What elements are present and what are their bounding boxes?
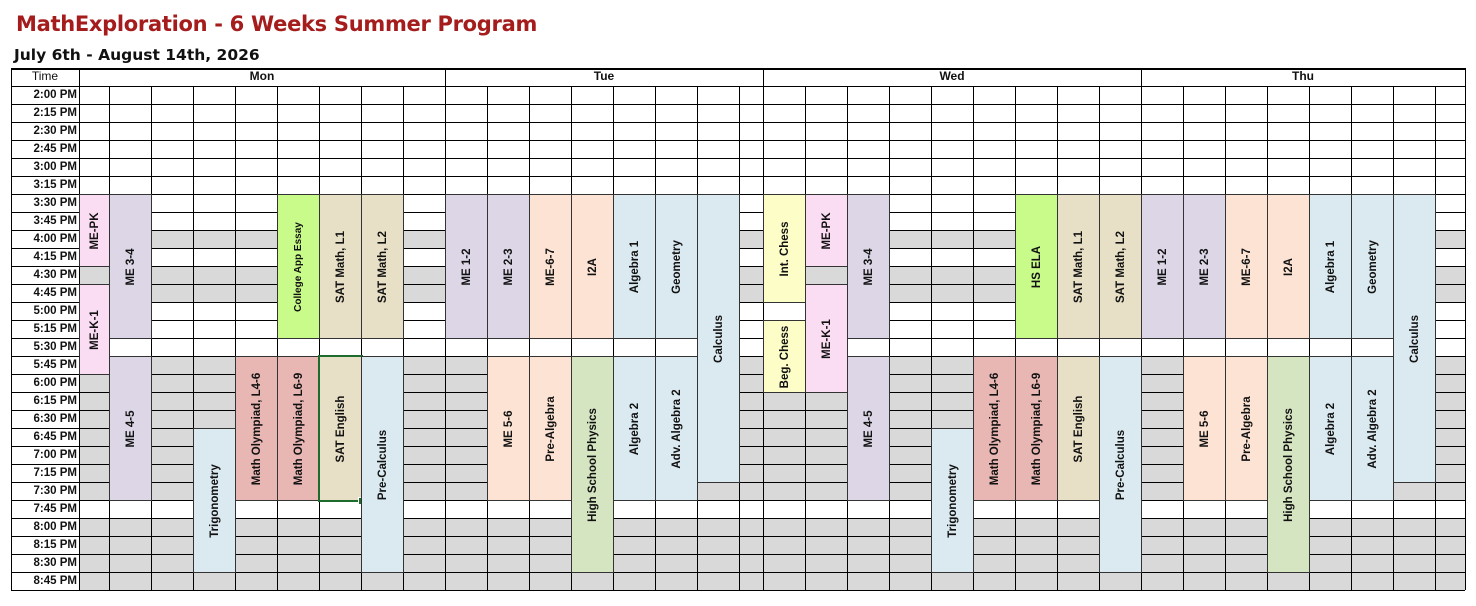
shaded-row	[79, 572, 1465, 590]
class-label: High School Physics	[586, 407, 599, 522]
time-label: 2:15 PM	[33, 107, 77, 119]
class-block[interactable]	[763, 194, 806, 303]
class-label: ME-6-7	[544, 247, 557, 286]
class-label: SAT Math, L1	[334, 230, 347, 303]
class-label: SAT Math, L2	[376, 230, 389, 303]
time-label: 2:45 PM	[33, 143, 77, 155]
class-block[interactable]	[529, 356, 572, 501]
class-block[interactable]	[1351, 356, 1394, 501]
time-label: 6:15 PM	[33, 395, 77, 407]
row-line	[11, 86, 1465, 87]
class-block[interactable]	[697, 194, 740, 483]
time-label: 3:30 PM	[33, 197, 77, 209]
class-label: Math Olympiad, L6-9	[292, 372, 305, 485]
class-block[interactable]	[655, 356, 698, 501]
class-block[interactable]	[529, 194, 572, 339]
class-label: Geometry	[670, 239, 683, 294]
class-label: SAT English	[334, 395, 347, 462]
class-block[interactable]	[79, 194, 110, 267]
class-label: Math Olympiad, L4-6	[250, 372, 263, 485]
class-block[interactable]	[973, 356, 1016, 501]
time-label: 4:15 PM	[33, 251, 77, 263]
day-header-thu: Thu	[1292, 69, 1314, 83]
page-subtitle: July 6th - August 14th, 2026	[14, 46, 260, 64]
class-block[interactable]	[361, 194, 404, 339]
column-line	[1465, 68, 1466, 590]
time-label: 7:00 PM	[33, 449, 77, 461]
class-block[interactable]	[613, 356, 656, 501]
time-label: 3:15 PM	[33, 179, 77, 191]
class-label: ME 2-3	[502, 247, 515, 286]
class-block[interactable]	[361, 356, 404, 573]
class-label: ME 2-3	[1198, 247, 1211, 286]
class-block[interactable]	[487, 194, 530, 339]
class-block[interactable]	[109, 356, 152, 501]
class-block[interactable]	[1309, 356, 1352, 501]
class-block[interactable]	[1183, 356, 1226, 501]
class-label: Trigonometry	[208, 463, 221, 538]
time-label: 2:00 PM	[33, 89, 77, 101]
class-block[interactable]	[319, 356, 362, 501]
class-block[interactable]	[1099, 194, 1142, 339]
class-block[interactable]	[1057, 356, 1100, 501]
class-block[interactable]	[277, 356, 320, 501]
time-label: 8:15 PM	[33, 539, 77, 551]
row-line	[11, 122, 1465, 123]
time-label: 6:45 PM	[33, 431, 77, 443]
day-header-tue: Tue	[593, 69, 615, 83]
class-label: Pre-Calculus	[1114, 429, 1127, 500]
class-block[interactable]	[1183, 194, 1226, 339]
class-label: ME 3-4	[124, 247, 137, 286]
class-label: ME-6-7	[1240, 247, 1253, 286]
class-block[interactable]	[319, 194, 362, 339]
class-block[interactable]	[1225, 356, 1268, 501]
class-label: Pre-Calculus	[376, 429, 389, 500]
class-label: Algebra 2	[628, 402, 641, 455]
time-label: 5:45 PM	[33, 359, 77, 371]
class-label: I2A	[586, 257, 599, 276]
row-line	[11, 104, 1465, 105]
class-label: Int. Chess	[778, 221, 791, 276]
class-label: HS ELA	[1030, 245, 1043, 288]
class-label: Pre-Algebra	[1240, 395, 1253, 462]
row-line	[11, 176, 1465, 177]
class-block[interactable]	[763, 320, 806, 393]
class-label: Trigonometry	[946, 463, 959, 538]
class-label: ME 4-5	[862, 409, 875, 448]
day-header-wed: Wed	[939, 69, 965, 83]
class-label: High School Physics	[1282, 407, 1295, 522]
class-block[interactable]	[1309, 194, 1352, 339]
time-label: 8:30 PM	[33, 557, 77, 569]
class-block[interactable]	[1141, 194, 1184, 339]
class-block[interactable]	[1351, 194, 1394, 339]
class-block[interactable]	[235, 356, 278, 501]
time-label: 8:45 PM	[33, 575, 77, 587]
time-label: 4:30 PM	[33, 269, 77, 281]
row-line	[11, 140, 1465, 141]
time-label: 6:00 PM	[33, 377, 77, 389]
class-label: ME 4-5	[124, 409, 137, 448]
class-label: ME-PK	[820, 211, 833, 250]
class-label: Adv. Algebra 2	[670, 388, 683, 469]
time-label: 8:00 PM	[33, 521, 77, 533]
class-label: Pre-Algebra	[544, 395, 557, 462]
day-header-mon: Mon	[249, 69, 275, 83]
class-block[interactable]	[805, 194, 848, 267]
class-label: ME 5-6	[1198, 409, 1211, 448]
class-label: Algebra 1	[628, 240, 641, 293]
time-label: 3:00 PM	[33, 161, 77, 173]
class-block[interactable]	[277, 194, 320, 339]
class-block[interactable]	[193, 428, 236, 573]
class-block[interactable]	[1015, 356, 1058, 501]
class-block[interactable]	[847, 194, 890, 339]
class-label: Adv. Algebra 2	[1366, 388, 1379, 469]
time-label: 2:30 PM	[33, 125, 77, 137]
class-label: Calculus	[712, 314, 725, 363]
row-line	[11, 158, 1465, 159]
time-label: 5:30 PM	[33, 341, 77, 353]
page-title: MathExploration - 6 Weeks Summer Program	[16, 12, 538, 36]
class-label: Geometry	[1366, 239, 1379, 294]
class-label: ME-K-1	[820, 318, 833, 359]
class-block[interactable]	[613, 194, 656, 339]
time-column-header: Time	[31, 69, 59, 83]
class-label: SAT English	[1072, 395, 1085, 462]
class-block[interactable]	[1267, 194, 1310, 339]
class-label: Algebra 1	[1324, 240, 1337, 293]
time-label: 7:30 PM	[33, 485, 77, 497]
class-block[interactable]	[1057, 194, 1100, 339]
time-label: 6:30 PM	[33, 413, 77, 425]
class-label: ME-K-1	[88, 309, 101, 350]
class-block[interactable]	[1225, 194, 1268, 339]
class-label: College App Essay	[292, 221, 304, 312]
class-block[interactable]	[1015, 194, 1058, 339]
class-label: Algebra 2	[1324, 402, 1337, 455]
class-block[interactable]	[655, 194, 698, 339]
class-label: SAT Math, L1	[1072, 230, 1085, 303]
shaded-row	[79, 518, 1465, 536]
class-label: ME 5-6	[502, 409, 515, 448]
class-block[interactable]	[109, 194, 152, 339]
class-label: Math Olympiad, L6-9	[1030, 372, 1043, 485]
class-block[interactable]	[1393, 194, 1436, 483]
class-block[interactable]	[847, 356, 890, 501]
shaded-row	[79, 554, 1465, 572]
time-label: 7:15 PM	[33, 467, 77, 479]
class-label: ME 1-2	[460, 247, 473, 286]
time-label: 3:45 PM	[33, 215, 77, 227]
shaded-row	[79, 536, 1465, 554]
row-line	[11, 590, 1465, 591]
time-label: 4:45 PM	[33, 287, 77, 299]
class-label: ME 1-2	[1156, 247, 1169, 286]
class-block[interactable]	[931, 428, 974, 573]
class-block[interactable]	[1267, 356, 1310, 573]
class-block[interactable]	[487, 356, 530, 501]
class-block[interactable]	[571, 356, 614, 573]
class-block[interactable]	[445, 194, 488, 339]
class-label: I2A	[1282, 257, 1295, 276]
class-label: ME-PK	[88, 211, 101, 250]
class-label: Beg. Chess	[778, 325, 791, 388]
time-label: 5:00 PM	[33, 305, 77, 317]
class-label: Calculus	[1408, 314, 1421, 363]
class-label: ME 3-4	[862, 247, 875, 286]
class-block[interactable]	[805, 284, 848, 393]
time-label: 7:45 PM	[33, 503, 77, 515]
class-label: Math Olympiad, L4-6	[988, 372, 1001, 485]
class-block[interactable]	[571, 194, 614, 339]
class-block[interactable]	[79, 284, 110, 375]
class-block[interactable]	[1099, 356, 1142, 573]
class-label: SAT Math, L2	[1114, 230, 1127, 303]
time-label: 4:00 PM	[33, 233, 77, 245]
time-label: 5:15 PM	[33, 323, 77, 335]
